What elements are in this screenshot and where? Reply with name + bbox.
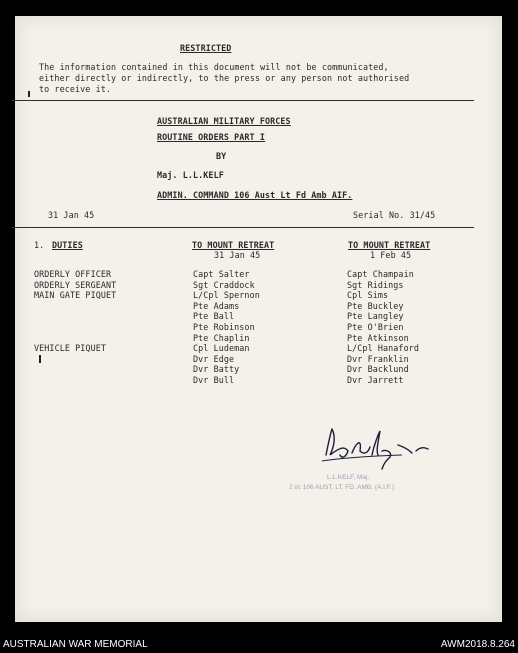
col1-date: 31 Jan 45 — [214, 250, 261, 260]
document-page — [15, 16, 502, 622]
notice-line-2: either directly or indirectly, to the press or any person not authorised — [39, 73, 410, 83]
serial-number: Serial No. 31/45 — [353, 210, 436, 220]
duty-day1-name: Cpl Ludeman — [193, 343, 250, 354]
col1-title: TO MOUNT RETREAT — [192, 240, 275, 250]
duty-day2-name: Pte Atkinson — [347, 332, 409, 343]
duty-day1-name: Pte Robinson — [193, 322, 255, 332]
duty-role: VEHICLE PIQUET — [34, 343, 106, 354]
duty-day2-name: Dvr Franklin — [347, 353, 409, 364]
duty-day1-name: L/Cpl Spernon — [193, 290, 260, 301]
duty-day2-name: Capt Champain — [347, 269, 414, 279]
classification-heading: RESTRICTED — [180, 43, 232, 53]
header-line-1: AUSTRALIAN MILITARY FORCES — [157, 116, 291, 126]
notice-line-3: to receive it. — [39, 84, 111, 94]
duty-day2-name: Pte Buckley — [347, 300, 404, 311]
col2-date: 1 Feb 45 — [370, 250, 412, 260]
duty-role: ORDERLY OFFICER — [34, 269, 112, 279]
signature-stamp-line-1: L.L.KELF, Maj. — [327, 474, 370, 481]
duty-day2-name: Cpl Sims — [347, 290, 389, 301]
top-rule — [12, 100, 474, 101]
duty-day1-name: Dvr Batty — [193, 364, 240, 375]
notice-line-1: The information contained in this document will not be communicated, — [39, 62, 389, 72]
duty-day2-name: Pte O'Brien — [347, 322, 404, 332]
footer-left: AUSTRALIAN WAR MEMORIAL — [3, 639, 148, 650]
duty-day1-name: Sgt Craddock — [193, 279, 255, 290]
section-rule — [12, 227, 474, 228]
footer-right: AWM2018.8.264 — [440, 639, 515, 650]
duty-day2-name: Dvr Backlund — [347, 364, 409, 375]
margin-mark — [39, 355, 41, 363]
duty-day1-name: Capt Salter — [193, 269, 250, 279]
signature-stamp-line-2: 2 i/c 106 AUST. LT. FD. AMB. (A.I.F.) — [289, 484, 394, 491]
header-line-2: ROUTINE ORDERS PART I — [157, 132, 265, 142]
duty-day2-name: Sgt Ridings — [347, 279, 404, 290]
duty-day1-name: Pte Adams — [193, 300, 240, 311]
margin-mark — [28, 91, 30, 97]
col2-title: TO MOUNT RETREAT — [348, 240, 431, 250]
section-number: 1. — [34, 240, 45, 250]
footer-bar — [0, 637, 518, 653]
duty-day1-name: Dvr Bull — [193, 375, 235, 385]
duty-role: MAIN GATE PIQUET — [34, 290, 117, 301]
duty-day1-name: Pte Chaplin — [193, 332, 250, 343]
section-title: DUTIES — [52, 240, 83, 250]
duty-day2-name: Dvr Jarrett — [347, 375, 404, 385]
header-line-4: Maj. L.L.KELF — [157, 170, 224, 180]
duty-day1-name: Dvr Edge — [193, 353, 235, 364]
order-date: 31 Jan 45 — [48, 210, 95, 220]
duty-day2-name: L/Cpl Hanaford — [347, 343, 419, 354]
duty-day2-name: Pte Langley — [347, 311, 404, 322]
signature — [312, 425, 434, 471]
duty-day1-name: Pte Ball — [193, 311, 235, 322]
duty-role: ORDERLY SERGEANT — [34, 279, 117, 290]
header-line-5: ADMIN. COMMAND 106 Aust Lt Fd Amb AIF. — [157, 190, 353, 200]
header-line-3: BY — [216, 151, 227, 161]
